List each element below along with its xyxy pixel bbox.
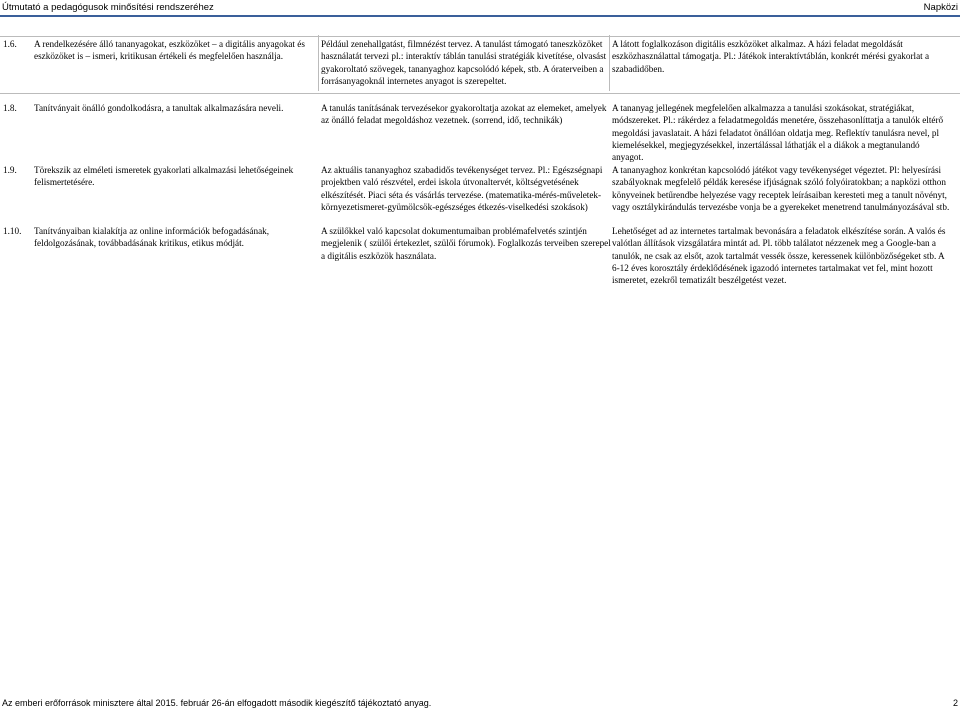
observation-text: Lehetőséget ad az internetes tartalmak bevonására a feladatok elkészítése során. A valós és valótlan állítások vizsgálatára mintát ad. Pl. több találatot nézzenek meg a Google-ban a tanulók, ne csak az elsőt, azok tartalmát vessék össze, keressenek különbözőségeket stb. A 6-12 éves korosztály érdeklődésének igazodó internetes tartalmakat vet fel, mint hozott ismeretet, ezekről tematizált beszélgetést vezet. xyxy=(612,226,946,286)
competence-number: 1.8. xyxy=(3,103,17,113)
column-divider xyxy=(609,35,610,91)
header-title: Útmutató a pedagógusok minősítési rendszeréhez xyxy=(2,2,214,13)
observation-text: A látott foglalkozáson digitális eszközöket alkalmaz. A házi feladat megoldását eszközhasználattal támogatja. Pl.: Játékok interaktívtáblán, konkrét mérési gyakorlat a szabadidőben. xyxy=(612,39,930,74)
row-divider xyxy=(0,93,960,94)
header-rule xyxy=(0,15,960,17)
page-number: 2 xyxy=(952,698,958,708)
competence-text: A rendelkezésére álló tananyagokat, eszközöket – a digitális anyagokat és eszközöket is – ismeri, kritikusan értékeli és megfelelően használja. xyxy=(34,39,305,62)
documents-text: A szülőkkel való kapcsolat dokumentumaiban problémafelvetés szintjén megjelenik ( szülői értekezlet, szülői fórumok). Foglalkozás terveiben szerepel a digitális eszközök használata. xyxy=(321,226,611,261)
documents-text: Az aktuális tananyaghoz szabadidős tevékenységet tervez. Pl.: Egészségnapi projektben való részvétel, erdei iskola útvonaltervét, költségvetésének elkészítését. Piaci séta és vásárlás tervezése. (matematika-mérés-műveletek-környezetismeret-gyümölcsök-egészséges étkezés-viselkedési szokások) xyxy=(321,165,603,212)
competence-number: 1.9. xyxy=(3,165,17,175)
competence-number: 1.6. xyxy=(3,39,17,49)
footer-text: Az emberi erőforrások minisztere által 2015. február 26-án elfogadott második kiegészítő tájékoztató anyag. xyxy=(2,698,432,708)
header-section: Napközi xyxy=(923,2,958,13)
competence-number: 1.10. xyxy=(3,226,22,236)
page-footer xyxy=(0,697,960,709)
competence-text: Törekszik az elméleti ismeretek gyakorlati alkalmazási lehetőségeinek felismertetésére. xyxy=(34,165,294,188)
documents-text: Például zenehallgatást, filmnézést tervez. A tanulást támogató taneszközöket használatát tervezi pl.: interaktív táblán tanulási stratégiák kivetítése, olvasást gyakoroltató szövegek, tananyaghoz kapcsolódó képek, stb. A óraterveiben a forrásanyagoknál internetes anyagot is szerepeltet. xyxy=(321,39,607,86)
column-divider xyxy=(318,35,319,91)
competence-text: Tanítványaiban kialakítja az online információk befogadásának, feldolgozásának, továbbadásának kritikus, etikus módját. xyxy=(34,226,270,249)
row-divider xyxy=(0,36,960,37)
competence-text: Tanítványait önálló gondolkodásra, a tanultak alkalmazására neveli. xyxy=(34,103,284,113)
observation-text: A tananyag jellegének megfelelően alkalmazza a tanulási szokásokat, stratégiákat, módszereket. Pl.: rákérdez a feladatmegoldás menetére, összehasonlíttatja a tanulók eltérő megoldási javaslatait. A házi feladatot önállóan oldatja meg. Reflektív tanulásra nevel, pl kiemelésekkel, megjegyzésekkel, inzertálással láthatják el a diákok a megtanulandó anyagot. xyxy=(612,103,944,163)
page-header xyxy=(0,0,960,15)
observation-text: A tananyaghoz konkrétan kapcsolódó játékot vagy tevékenységet végeztet. Pl: helyesírási szabályoknak megfelelő példák keresése ifjúságnak szóló folyóiratokban; a napközi otthon könyveinek betűrendbe helyezése vagy receptek leírásaiban keresteti meg a tanult növényt, vagy osztálykirándulás tervezésbe vonja be a gyerekeket menetrend tanulmányozásával stb. xyxy=(612,165,950,212)
documents-text: A tanulás tanításának tervezésekor gyakoroltatja azokat az elemeket, amelyek az önálló feladat megoldáshoz vezetnek. (sorrend, idő, technikák) xyxy=(321,103,607,126)
